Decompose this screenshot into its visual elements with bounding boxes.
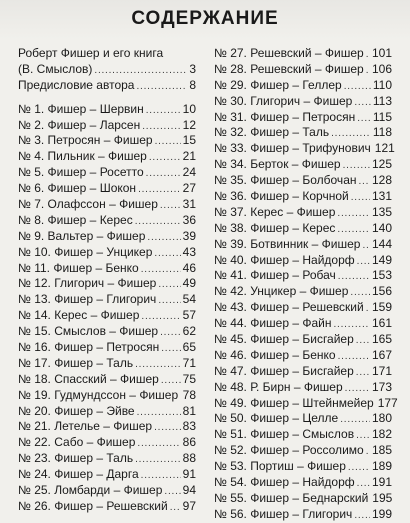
toc-entry-title: № 50. Фишер – Целле — [214, 411, 339, 426]
toc-entry — [214, 237, 392, 253]
toc-page-number: 177 — [377, 395, 398, 410]
toc-page-number: 91 — [182, 467, 196, 482]
section-spacer — [18, 94, 196, 102]
toc-entry — [214, 284, 392, 300]
toc-entry-title: № 52. Фишер – Россолимо — [214, 443, 364, 458]
toc-entry — [18, 340, 196, 356]
toc-dot-leader — [137, 438, 180, 449]
toc-page-number: 71 — [182, 355, 196, 370]
toc-page-number: 173 — [371, 379, 392, 394]
toc-dot-leader — [354, 510, 370, 521]
toc-entry — [18, 451, 196, 467]
toc-entry-title: № 30. Глигорич – Фишер — [214, 93, 353, 108]
toc-entry — [214, 395, 398, 412]
toc-entry-title: № 47. Фишер – Бисгайер — [214, 363, 354, 378]
toc-page-number: 101 — [371, 46, 392, 60]
toc-entry-title: Предисловие автора — [18, 77, 135, 92]
toc-page-number: 12 — [182, 117, 196, 132]
toc-dot-leader — [147, 232, 180, 243]
toc-page-number: 31 — [182, 197, 196, 212]
toc-dot-leader — [356, 430, 370, 441]
toc-entry — [214, 62, 392, 78]
toc-page-number: 83 — [182, 419, 196, 434]
toc-page-number: 131 — [371, 189, 392, 204]
toc-entry — [18, 181, 196, 197]
toc-entry — [18, 483, 196, 499]
toc-entry — [214, 300, 392, 316]
toc-dot-leader — [356, 335, 370, 346]
toc-entry — [214, 427, 392, 443]
toc-dot-leader — [136, 81, 187, 92]
toc-entry — [18, 245, 196, 261]
toc-dot-leader — [366, 49, 370, 60]
toc-dot-leader — [137, 407, 181, 418]
toc-entry-title: № 32. Фишер – Таль — [214, 125, 330, 140]
toc-dot-leader — [146, 105, 181, 116]
toc-entry-title: № 11. Фишер – Бенко — [18, 260, 139, 275]
toc-page-number: 21 — [182, 149, 196, 164]
toc-entry — [18, 118, 196, 134]
toc-entry — [18, 419, 196, 435]
toc-page-number: 121 — [374, 141, 395, 156]
toc-dot-leader — [155, 136, 181, 147]
toc-dot-leader — [141, 311, 180, 322]
toc-entry-title: № 4. Пильник – Фишер — [18, 149, 147, 164]
toc-page-number: 36 — [182, 212, 196, 227]
toc-entry — [214, 205, 392, 221]
toc-page-number: 118 — [372, 125, 392, 140]
toc-entry — [18, 324, 196, 340]
toc-entry-title: № 56. Фишер – Глигорич — [214, 506, 353, 521]
toc-entry-title: № 6. Фишер – Шокон — [18, 181, 137, 196]
toc-entry-title: № 42. Унцикер – Фишер — [214, 284, 349, 299]
toc-dot-leader — [337, 208, 370, 219]
toc-entry — [18, 356, 196, 372]
toc-entry-title: № 16. Фишер – Петросян — [18, 340, 160, 355]
toc-dot-leader — [138, 184, 181, 195]
toc-entry-title: № 25. Ломбарди – Фишер — [18, 483, 163, 498]
page-title: СОДЕРЖАНИЕ — [131, 8, 279, 29]
toc-entry — [214, 141, 395, 157]
toc-entry — [18, 213, 196, 229]
toc-entry-title: Роберт Фишер и его книга — [18, 46, 164, 60]
toc-entry-title: № 34. Берток – Фишер — [214, 157, 341, 172]
toc-entry-title: № 13. Фишер – Глигорич — [18, 292, 157, 307]
toc-page-number: 54 — [182, 292, 196, 307]
toc-page-number: 3 — [189, 61, 196, 76]
toc-page-number: 106 — [371, 61, 392, 76]
toc-page-number: 43 — [182, 244, 196, 259]
toc-entry-title: № 8. Фишер – Керес — [18, 212, 133, 227]
toc-entry — [214, 253, 392, 269]
toc-entry — [18, 229, 196, 245]
toc-entry-title: № 3. Петросян – Фишер — [18, 133, 153, 148]
toc-page-number: 86 — [182, 435, 196, 450]
toc-dot-leader — [366, 65, 370, 76]
toc-page-number: 94 — [182, 483, 196, 498]
toc-dot-leader — [161, 375, 181, 386]
toc-entry — [214, 475, 392, 491]
toc-page-number: 195 — [372, 490, 393, 505]
toc-page-number: 8 — [189, 77, 196, 92]
toc-page-number: 115 — [372, 109, 392, 124]
toc-entry — [214, 364, 392, 380]
toc-entry-title: № 27. Решевский – Фишер — [214, 46, 364, 60]
toc-page-number: 81 — [182, 403, 196, 418]
toc-entry — [18, 46, 196, 62]
toc-page-number: 182 — [371, 427, 392, 442]
toc-dot-leader — [149, 152, 181, 163]
toc-entry-title: № 53. Портиш – Фишер — [214, 459, 346, 474]
toc-entry — [214, 94, 392, 110]
toc-page-number: 161 — [371, 316, 392, 331]
toc-page-number: 15 — [182, 133, 196, 148]
toc-entry — [18, 372, 196, 388]
toc-page-number: 110 — [372, 77, 392, 92]
toc-entry — [18, 499, 196, 515]
toc-entry — [214, 459, 392, 475]
toc-entry — [18, 149, 196, 165]
toc-entry — [214, 332, 392, 348]
toc-entry — [214, 491, 392, 507]
toc-dot-leader — [158, 295, 180, 306]
toc-entry — [18, 467, 196, 483]
toc-dot-leader — [357, 256, 370, 267]
toc-dot-leader — [366, 303, 370, 314]
toc-dot-leader — [135, 454, 181, 465]
toc-entry — [18, 165, 196, 181]
toc-entry-title: № 37. Керес – Фишер — [214, 204, 336, 219]
toc-page-number: 24 — [182, 165, 196, 180]
toc-entry-title: № 9. Вальтер – Фишер — [18, 228, 146, 243]
toc-entry-title: № 10. Фишер – Унцикер — [18, 244, 153, 259]
toc-dot-leader — [334, 319, 370, 330]
toc-entry-title: № 49. Фишер – Штейнмейер — [214, 395, 374, 410]
toc-entry — [214, 268, 392, 284]
toc-entry-title: № 31. Фишер – Петросян — [214, 109, 356, 124]
toc-entry — [18, 102, 196, 118]
toc-dot-leader — [357, 113, 371, 124]
toc-dot-leader — [141, 470, 181, 481]
toc-dot-leader — [343, 160, 370, 171]
toc-dot-leader — [350, 287, 370, 298]
toc-dot-leader — [164, 486, 180, 497]
toc-left-column — [18, 46, 196, 515]
toc-dot-leader — [351, 192, 370, 203]
toc-dot-leader — [154, 248, 180, 259]
toc-entry — [18, 308, 196, 324]
toc-entry — [18, 62, 196, 78]
toc-page-number: 165 — [371, 332, 392, 347]
toc-entry-title: № 43. Фишер – Решевский — [214, 300, 364, 315]
toc-entry-title: № 35. Фишер – Болбочан — [214, 173, 357, 188]
toc-dot-leader — [160, 200, 181, 211]
toc-page-number: 49 — [182, 276, 196, 291]
toc-entry — [18, 133, 196, 149]
toc-page-number: 27 — [182, 181, 196, 196]
toc-dot-leader — [338, 271, 370, 282]
toc-entry — [214, 348, 392, 364]
toc-entry-title: № 24. Фишер – Дарга — [18, 467, 139, 482]
toc-entry — [214, 443, 392, 459]
toc-page-number: 135 — [371, 204, 392, 219]
toc-entry-title: № 14. Керес – Фишер — [18, 308, 140, 323]
toc-entry-title: № 40. Фишер – Найдорф — [214, 252, 355, 267]
toc-page-number: 97 — [182, 498, 196, 513]
toc-entry-title: (В. Смыслов) — [18, 61, 93, 76]
toc-entry-title: № 7. Олафссон – Фишер — [18, 197, 158, 212]
toc-dot-leader — [154, 422, 181, 433]
toc-dot-leader — [160, 327, 181, 338]
toc-dot-leader — [340, 414, 370, 425]
toc-entry-title: № 39. Ботвинник – Фишер — [214, 236, 361, 251]
toc-dot-leader — [359, 176, 370, 187]
toc-dot-leader — [357, 478, 370, 489]
toc-dot-leader — [135, 216, 181, 227]
toc-entry — [18, 261, 196, 277]
toc-page-number: 39 — [182, 228, 196, 243]
toc-entry-title: № 46. Фишер – Бенко — [214, 347, 336, 362]
toc-page-number: 128 — [371, 173, 392, 188]
toc-entry-title: № 26. Фишер – Решевский — [18, 498, 168, 513]
toc-dot-leader — [170, 502, 181, 513]
toc-page-number: 75 — [182, 371, 196, 386]
toc-entry — [214, 221, 392, 237]
toc-entry-title: № 55. Фишер – Беднарский — [214, 490, 369, 505]
toc-entry — [214, 110, 392, 126]
toc-dot-leader — [337, 224, 370, 235]
toc-entry — [214, 78, 392, 94]
toc-entry — [18, 78, 196, 94]
toc-page-number: 46 — [182, 260, 196, 275]
toc-entry-title: № 33. Фишер – Трифунович — [214, 141, 371, 156]
toc-dot-leader — [142, 121, 180, 132]
toc-entry — [214, 157, 392, 173]
toc-entry-title: № 12. Глигорич – Фишер — [18, 276, 157, 291]
toc-entry-title: № 20. Фишер – Эйве — [18, 403, 135, 418]
toc-dot-leader — [345, 383, 370, 394]
toc-right-column — [214, 46, 398, 523]
toc-entry — [18, 276, 196, 292]
toc-page-number: 167 — [371, 347, 392, 362]
toc-entry-title: № 44. Фишер – Файн — [214, 316, 332, 331]
toc-page-number: 189 — [371, 459, 392, 474]
toc-page-number: 185 — [371, 443, 392, 458]
toc-entry — [214, 46, 392, 62]
toc-page-number: 62 — [182, 324, 196, 339]
toc-entry — [18, 292, 196, 308]
toc-entry-title: № 38. Фишер – Керес — [214, 220, 336, 235]
toc-entry — [18, 388, 196, 404]
toc-dot-leader — [362, 240, 370, 251]
toc-page-number: 78 — [182, 387, 196, 402]
toc-entry-title: № 18. Спасский – Фишер — [18, 371, 159, 386]
toc-dot-leader — [331, 128, 371, 139]
toc-entry-title: № 48. Р. Бирн – Фишер — [214, 379, 343, 394]
toc-dot-leader — [161, 343, 180, 354]
toc-entry — [214, 125, 392, 141]
toc-entry — [214, 173, 392, 189]
toc-dot-leader — [354, 97, 371, 108]
toc-page-number: 191 — [371, 475, 392, 490]
toc-entry — [18, 197, 196, 213]
toc-entry-title: № 5. Фишер – Росетто — [18, 165, 144, 180]
toc-entry — [214, 380, 392, 396]
toc-dot-leader — [366, 446, 370, 457]
toc-entry-title: № 41. Фишер – Робач — [214, 268, 336, 283]
toc-page-number: 10 — [182, 101, 196, 116]
toc-page-number: 171 — [371, 363, 392, 378]
toc-dot-leader — [338, 351, 370, 362]
toc-entry-title: № 15. Смыслов – Фишер — [18, 324, 159, 339]
toc-page-number: 125 — [371, 157, 392, 172]
toc-dot-leader — [158, 279, 180, 290]
toc-page-number: 144 — [371, 236, 392, 251]
toc-entry-title: № 36. Фишер – Корчной — [214, 189, 349, 204]
toc-page-number: 140 — [371, 220, 392, 235]
toc-entry-title: № 45. Фишер – Бисгайер — [214, 332, 354, 347]
toc-entry-title: № 51. Фишер – Смыслов — [214, 427, 355, 442]
toc-dot-leader — [135, 359, 181, 370]
toc-entry-title: № 21. Летелье – Фишер — [18, 419, 153, 434]
toc-entry — [18, 404, 196, 420]
toc-entry — [214, 316, 392, 332]
toc-dot-leader — [356, 367, 370, 378]
toc-page-number: 149 — [371, 252, 392, 267]
toc-entry-title: № 1. Фишер – Шервин — [18, 101, 144, 116]
toc-dot-leader — [141, 264, 181, 275]
toc-entry — [18, 435, 196, 451]
toc-page-number: 199 — [371, 506, 392, 521]
toc-page-number: 57 — [182, 308, 196, 323]
toc-page-number: 65 — [182, 340, 196, 355]
toc-entry-title: № 23. Фишер – Таль — [18, 451, 134, 466]
toc-page-number: 180 — [371, 411, 392, 426]
toc-page-number: 156 — [371, 284, 392, 299]
toc-entry-title: № 28. Решевский – Фишер — [214, 61, 364, 76]
toc-dot-leader — [348, 462, 370, 473]
toc-dot-leader — [94, 65, 187, 76]
toc-entry-title: № 19. Гудмундссон – Фишер — [18, 387, 179, 402]
toc-page-number: 159 — [371, 300, 392, 315]
toc-dot-leader — [146, 168, 181, 179]
toc-page-number: 88 — [182, 451, 196, 466]
toc-entry-title: № 17. Фишер – Таль — [18, 355, 134, 370]
toc-entry — [214, 189, 392, 205]
toc-entry-title: № 2. Фишер – Ларсен — [18, 117, 141, 132]
toc-entry-title: № 22. Сабо – Фишер — [18, 435, 136, 450]
toc-entry — [214, 411, 392, 427]
toc-page-number: 113 — [372, 93, 392, 108]
toc-dot-leader — [180, 391, 181, 402]
toc-entry-title: № 54. Фишер – Найдорф — [214, 475, 355, 490]
toc-entry-title: № 29. Фишер – Геллер — [214, 77, 342, 92]
toc-dot-leader — [344, 81, 371, 92]
toc-page-number: 153 — [371, 268, 392, 283]
toc-entry — [214, 507, 392, 523]
